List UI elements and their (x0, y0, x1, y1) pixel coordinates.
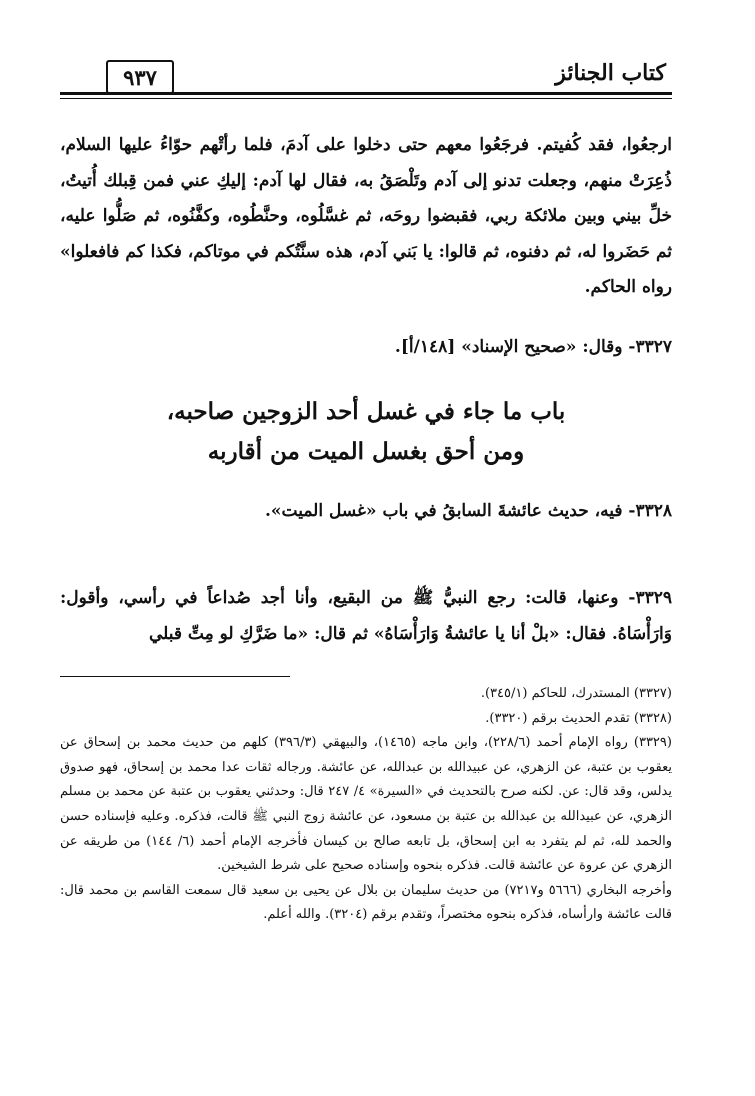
footnote-separator (60, 676, 290, 677)
hadith-3329: ٣٣٢٩- وعنها، قالت: رجع النبيُّ ﷺ من البقيع، وأنا أجد صُداعاً في رأسي، وأقول: وَارَأْسَاهُ. فقال: «بلْ أنا يا عائشةُ وَارَأْسَاهُ» ثم قال: «ما ضَرَّكِ لو مِتِّ قبلي (60, 588, 672, 644)
footnote-3327: (٣٣٢٧) المستدرك، للحاكم (٣٤٥/١). (480, 686, 672, 701)
header-rule-thin (60, 98, 672, 99)
footnote-3329-bukhari: وأخرجه البخاري (٥٦٦٦ و٧٢١٧) من حديث سليمان بن بلال عن يحيى بن سعيد قال سمعت القاسم بن محمد قال: قالت عائشة وارأساه، فذكره بنحوه مختصراً، وتقدم برقم (٣٢٠٤). والله أعلم. (60, 882, 672, 923)
hadith-3327: ٣٣٢٧- وقال: «صحيح الإسناد» [١٤٨/أ]. (394, 337, 672, 357)
footnotes (60, 682, 672, 928)
chapter-heading-line-1: باب ما جاء في غسل أحد الزوجين صاحبه، (166, 398, 566, 425)
page-number-badge: ٩٣٧ (106, 60, 174, 94)
hadith-continuation: ارجعُوا، فقد كُفيتم. فرجَعُوا معهم حتى دخلوا على آدمَ، فلما رأتْهم حوّاءُ عليها السلام، ذُعِرَتْ منهم، وجعلت تدنو إلى آدم وتَلْصَقُ به، فقال لها آدم: إليكِ عني فمن قِبلك أُتيتُ، خلِّ بيني وبين ملائكة ربي، فقبضوا روحَه، ثم غسَّلُوه، وحنَّطُوه، وكفَّنُوه، ثم صَلُّوا عليه، ثم حَضَروا له، ثم دفنوه، ثم قالوا: يا بَني آدم، هذه سنَّتُكم في موتاكم، فكذا كم فافعلوا» رواه الحاكم. (60, 135, 672, 297)
hadith-3328: ٣٣٢٨- فيه، حديث عائشةَ السابقُ في باب «غسل الميت». (264, 501, 672, 521)
chapter-heading (60, 392, 672, 472)
running-title: كتاب الجنائز (555, 60, 666, 86)
header-rule (60, 92, 672, 95)
chapter-heading-line-2: ومن أحق بغسل الميت من أقاربه (207, 438, 525, 465)
book-page (60, 40, 672, 1070)
footnote-3328: (٣٣٢٨) تقدم الحديث برقم (٣٣٢٠). (485, 710, 672, 726)
page-header (60, 56, 672, 98)
footnote-3329: (٣٣٢٩) رواه الإمام أحمد (٢٢٨/٦)، وابن ماجه (١٤٦٥)، والبيهقي (٣٩٦/٣) كلهم من حديث محمد بن إسحاق عن يعقوب بن عتبة، عن الزهري، عن عبيدالله بن عبدالله، عن عائشة. ورجاله ثقات عدا محمد بن إسحاق، فهو صدوق يدلس، وقد قال: عن. لكنه صرح بالتحديث في «السيرة» ٤/ ٢٤٧ قال: وحدثني يعقوب بن عتبة عن محمد بن مسلم الزهري، عن عبيدالله بن عبدالله بن عتبة بن مسعود، عن عائشة زوج النبي ﷺ قالت، فذكره. وعليه فإسناده حسن والحمد لله، ثم لم يتفرد به ابن إسحاق، بل تابعه صالح بن كيسان فأخرجه الإمام أحمد (٦/ ١٤٤) من طريقه عن الزهري عن عروة عن عائشة قالت. فذكره بنحوه وإسناده صحيح على شرط الشيخين. (60, 735, 672, 874)
